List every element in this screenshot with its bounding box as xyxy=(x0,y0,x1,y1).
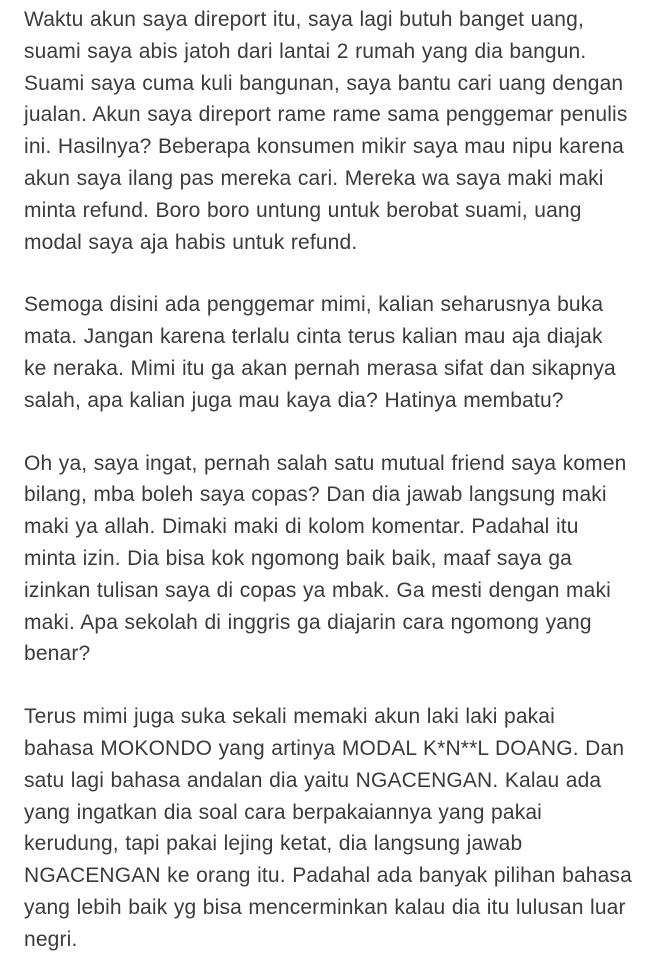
text-line: benar? xyxy=(24,642,91,666)
paragraph-1 xyxy=(24,4,651,258)
paragraph-4 xyxy=(24,701,651,955)
text-line: mata. Jangan karena terlalu cinta terus kalian mau aja diajak xyxy=(24,325,603,349)
text-line: salah, apa kalian juga mau kaya dia? Hatinya membatu? xyxy=(24,388,564,412)
text-line: bilang, mba boleh saya copas? Dan dia jawab langsung maki xyxy=(24,483,607,507)
paragraph-3 xyxy=(24,448,651,671)
text-line: kerudung, tapi pakai lejing ketat, dia langsung jawab xyxy=(24,832,523,856)
text-line: Semoga disini ada penggemar mimi, kalian seharusnya buka xyxy=(24,293,604,317)
text-line: akun saya ilang pas mereka cari. Mereka wa saya maki maki xyxy=(24,166,604,190)
text-line: minta izin. Dia bisa kok ngomong baik baik, maaf saya ga xyxy=(24,546,573,570)
text-line: bahasa MOKONDO yang artinya MODAL K*N**L DOANG. Dan xyxy=(24,736,625,760)
text-line: Oh ya, saya ingat, pernah salah satu mutual friend saya komen xyxy=(24,451,627,475)
text-line: Waktu akun saya direport itu, saya lagi butuh banget uang, xyxy=(24,8,584,31)
text-line: maki ya allah. Dimaki maki di kolom komentar. Padahal itu xyxy=(24,515,579,539)
text-line: ke neraka. Mimi itu ga akan pernah merasa sifat dan sikapnya xyxy=(24,356,616,380)
text-line: Terus mimi juga suka sekali memaki akun laki laki pakai xyxy=(24,705,555,729)
text-line: izinkan tulisan saya di copas ya mbak. Ga mesti dengan maki xyxy=(24,578,611,602)
text-line: suami saya abis jatoh dari lantai 2 rumah yang dia bangun. xyxy=(24,39,587,63)
text-line: maki. Apa sekolah di inggris ga diajarin cara ngomong yang xyxy=(24,610,592,634)
paragraph-2 xyxy=(24,289,651,416)
text-line: yang ingatkan dia soal cara berpakaiannya yang pakai xyxy=(24,800,542,824)
text-line: satu lagi bahasa andalan dia yaitu NGACENGAN. Kalau ada xyxy=(24,768,602,792)
text-line: minta refund. Boro boro untung untuk berobat suami, uang xyxy=(24,198,582,222)
text-line: Suami saya cuma kuli bangunan, saya bantu cari uang dengan xyxy=(24,71,624,95)
text-line: modal saya aja habis untuk refund. xyxy=(24,230,358,254)
text-line: negri. xyxy=(24,927,78,951)
text-line: NGACENGAN ke orang itu. Padahal ada banyak pilihan bahasa xyxy=(24,864,632,888)
text-line: yang lebih baik yg bisa mencerminkan kalau dia itu lulusan luar xyxy=(24,895,626,919)
text-line: ini. Hasilnya? Beberapa konsumen mikir saya mau nipu karena xyxy=(24,135,624,159)
text-line: jualan. Akun saya direport rame rame sama penggemar penulis xyxy=(24,103,628,127)
